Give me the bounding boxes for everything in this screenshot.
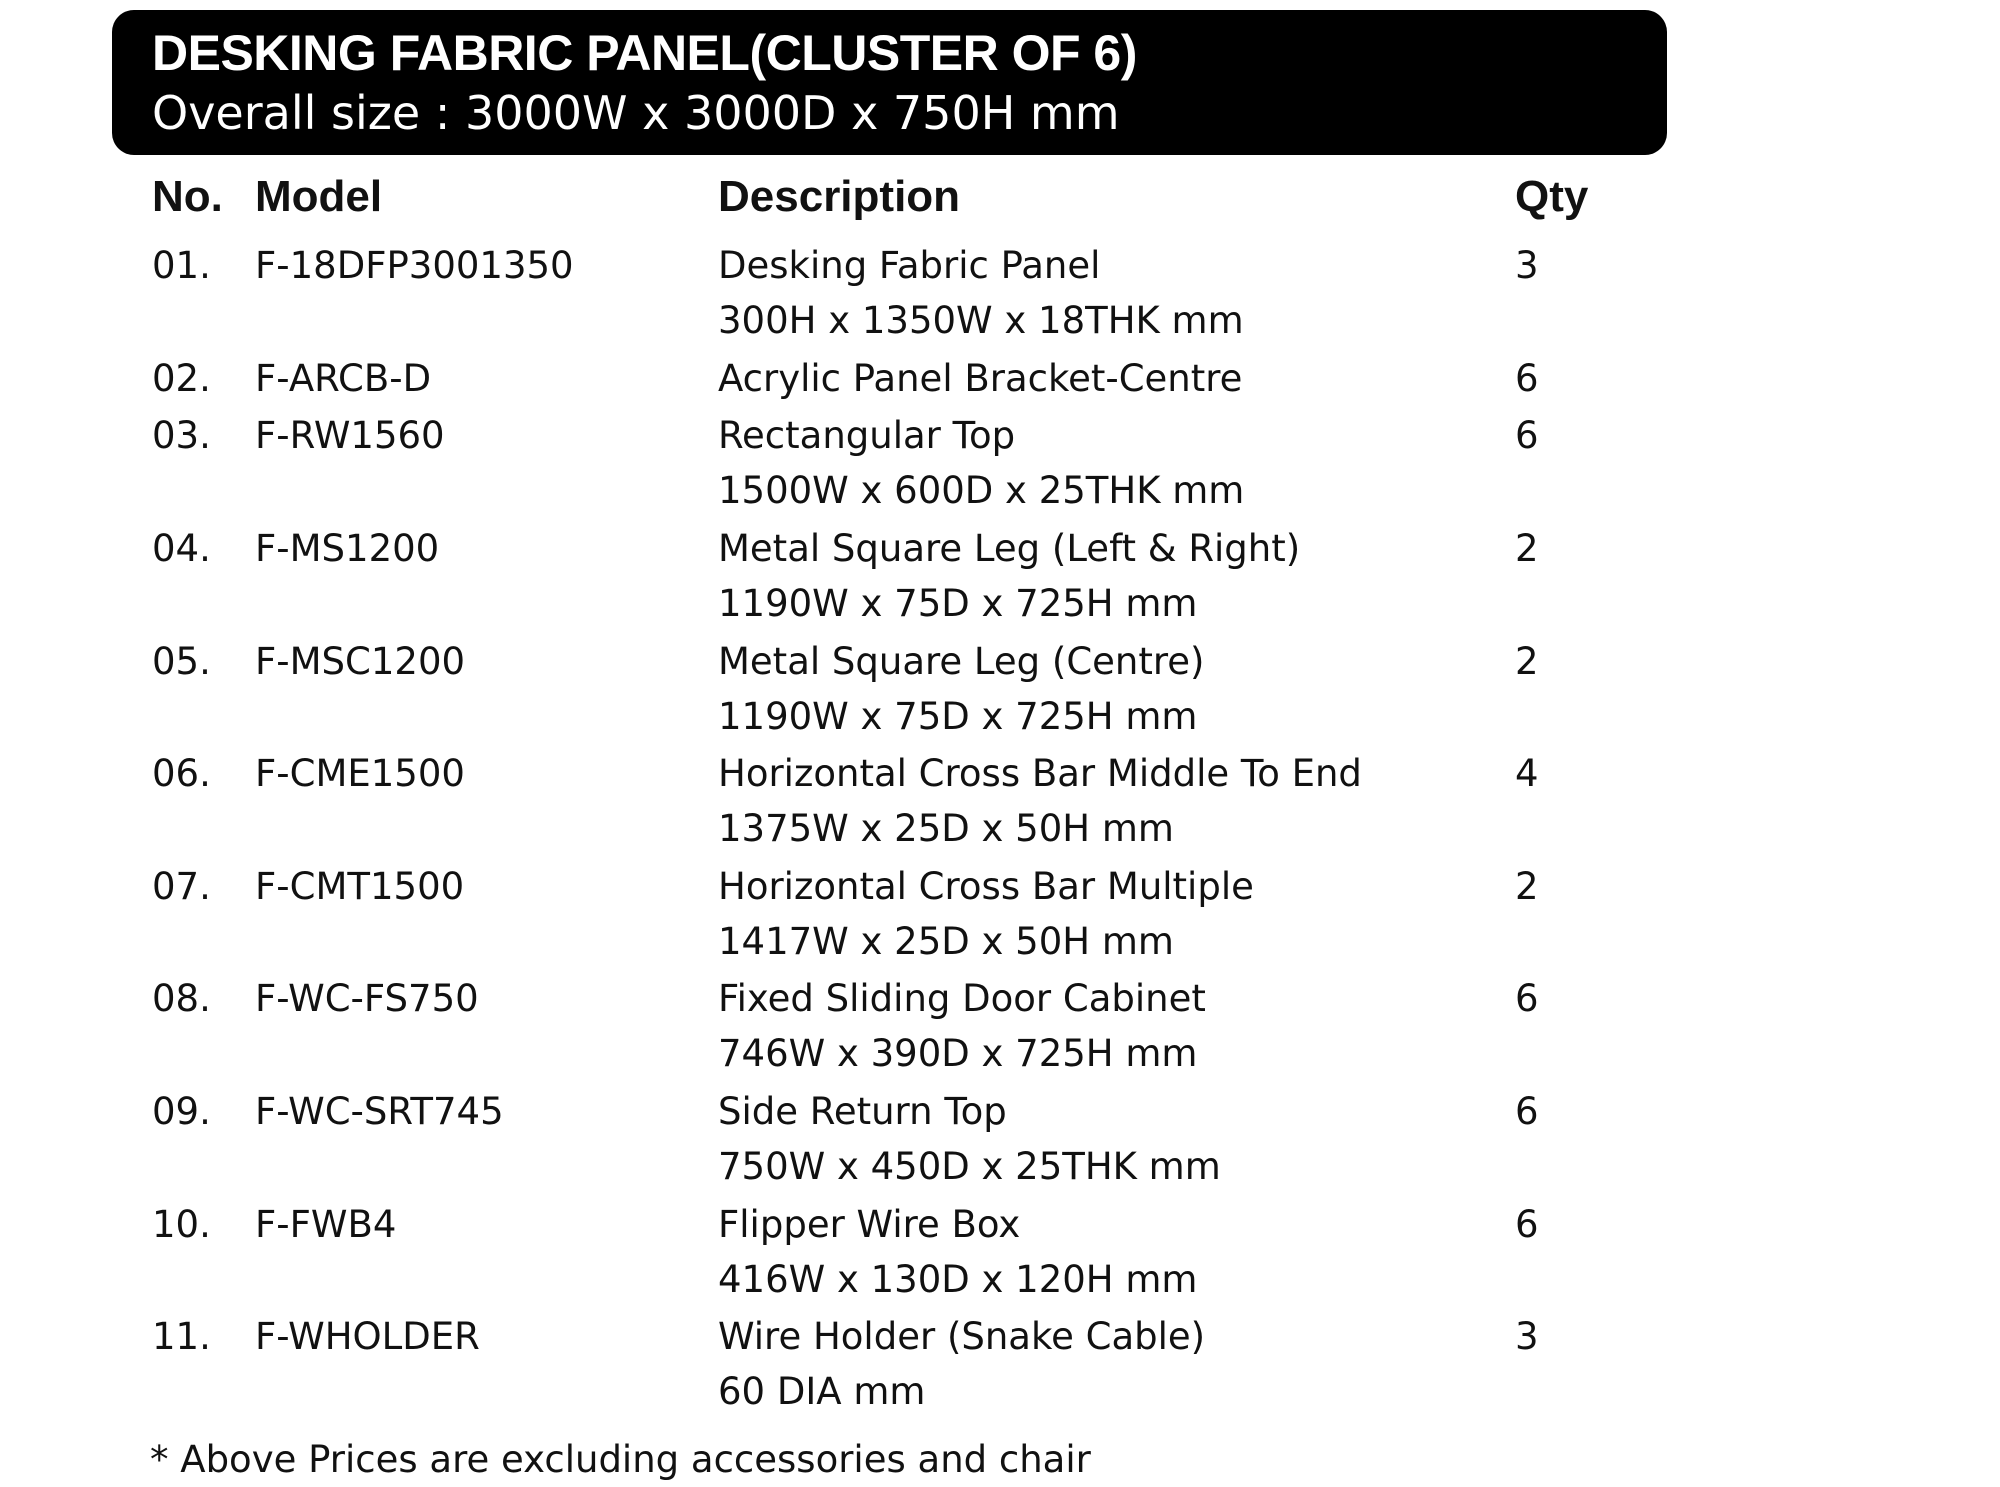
- item-qty: 4: [1515, 752, 1539, 795]
- item-qty: 6: [1515, 357, 1539, 400]
- item-dimensions: 750W x 450D x 25THK mm: [718, 1145, 1221, 1188]
- column-header-description: Description: [718, 172, 961, 221]
- item-qty: 6: [1515, 977, 1539, 1020]
- item-model: F-CMT1500: [255, 865, 465, 908]
- item-number: 09.: [152, 1090, 211, 1133]
- item-model: F-RW1560: [255, 414, 445, 457]
- item-number: 06.: [152, 752, 211, 795]
- item-qty: 6: [1515, 1203, 1539, 1246]
- item-model: F-WC-SRT745: [255, 1090, 504, 1133]
- item-qty: 2: [1515, 527, 1539, 570]
- item-description: Flipper Wire Box: [718, 1203, 1021, 1246]
- item-model: F-MS1200: [255, 527, 440, 570]
- item-number: 10.: [152, 1203, 211, 1246]
- item-number: 11.: [152, 1315, 211, 1358]
- item-description: Wire Holder (Snake Cable): [718, 1315, 1206, 1358]
- item-dimensions: 1190W x 75D x 725H mm: [718, 695, 1198, 738]
- item-qty: 3: [1515, 1315, 1539, 1358]
- item-model: F-MSC1200: [255, 640, 466, 683]
- item-description: Acrylic Panel Bracket-Centre: [718, 357, 1243, 400]
- item-description: Fixed Sliding Door Cabinet: [718, 977, 1206, 1020]
- item-model: F-18DFP3001350: [255, 244, 574, 287]
- item-number: 08.: [152, 977, 211, 1020]
- column-header-qty: Qty: [1515, 172, 1589, 221]
- item-description: Horizontal Cross Bar Middle To End: [718, 752, 1362, 795]
- item-number: 07.: [152, 865, 211, 908]
- footnote: * Above Prices are excluding accessories and chair: [150, 1438, 1091, 1481]
- page-title: DESKING FABRIC PANEL(CLUSTER OF 6): [152, 25, 1137, 81]
- item-description: Horizontal Cross Bar Multiple: [718, 865, 1254, 908]
- item-number: 04.: [152, 527, 211, 570]
- item-description: Desking Fabric Panel: [718, 244, 1101, 287]
- item-description: Rectangular Top: [718, 414, 1016, 457]
- item-model: F-WC-FS750: [255, 977, 479, 1020]
- item-qty: 2: [1515, 640, 1539, 683]
- item-dimensions: 1375W x 25D x 50H mm: [718, 807, 1174, 850]
- item-dimensions: 300H x 1350W x 18THK mm: [718, 299, 1244, 342]
- item-dimensions: 1500W x 600D x 25THK mm: [718, 469, 1245, 512]
- item-qty: 6: [1515, 414, 1539, 457]
- item-number: 02.: [152, 357, 211, 400]
- item-dimensions: 1190W x 75D x 725H mm: [718, 582, 1198, 625]
- item-number: 05.: [152, 640, 211, 683]
- item-dimensions: 60 DIA mm: [718, 1370, 926, 1413]
- item-number: 01.: [152, 244, 211, 287]
- item-model: F-CME1500: [255, 752, 465, 795]
- column-header-model: Model: [255, 172, 383, 221]
- item-dimensions: 416W x 130D x 120H mm: [718, 1258, 1198, 1301]
- item-qty: 3: [1515, 244, 1539, 287]
- item-qty: 6: [1515, 1090, 1539, 1133]
- overall-size: Overall size : 3000W x 3000D x 750H mm: [152, 86, 1120, 140]
- item-qty: 2: [1515, 865, 1539, 908]
- item-model: F-ARCB-D: [255, 357, 432, 400]
- item-dimensions: 1417W x 25D x 50H mm: [718, 920, 1174, 963]
- item-dimensions: 746W x 390D x 725H mm: [718, 1032, 1198, 1075]
- column-header-no: No.: [152, 172, 223, 221]
- item-description: Side Return Top: [718, 1090, 1007, 1133]
- item-description: Metal Square Leg (Left & Right): [718, 527, 1301, 570]
- item-model: F-FWB4: [255, 1203, 397, 1246]
- item-model: F-WHOLDER: [255, 1315, 480, 1358]
- item-number: 03.: [152, 414, 211, 457]
- item-description: Metal Square Leg (Centre): [718, 640, 1205, 683]
